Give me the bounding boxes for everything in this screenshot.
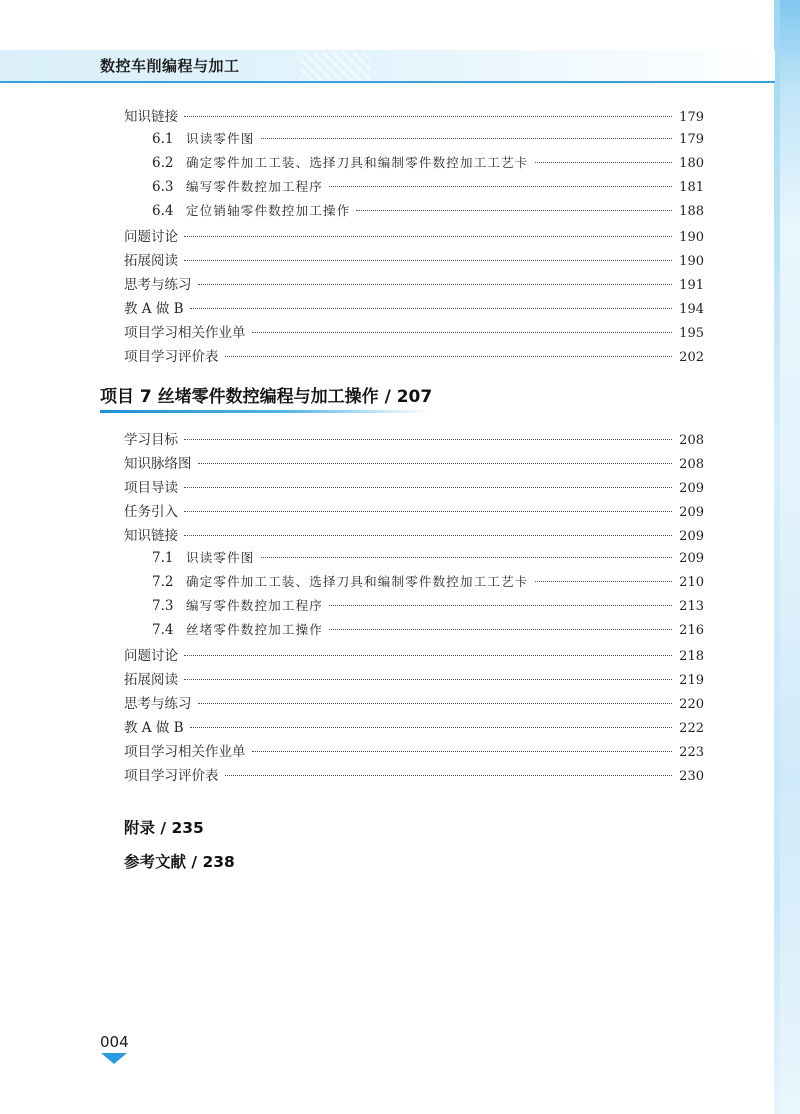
toc-leader-dots: [535, 581, 672, 582]
toc-entry-number: 6.2: [152, 155, 174, 171]
toc-entry-page: 209: [679, 529, 704, 544]
toc-entry-label: 定位销轴零件数控加工操作: [186, 203, 351, 218]
toc-entry-page: 188: [679, 204, 704, 219]
toc-entry-page: 181: [679, 180, 704, 195]
toc-entry-page: 223: [679, 745, 704, 760]
toc-entry-number: 6.1: [152, 131, 174, 147]
toc-entry-number: 7.1: [152, 550, 174, 566]
toc-entry-label: 拓展阅读: [124, 672, 178, 688]
toc-entry[interactable]: [152, 129, 704, 151]
toc-entry-label: 知识脉络图: [124, 456, 192, 472]
toc-entry-page: 219: [679, 673, 704, 688]
page-number: 004: [100, 1033, 129, 1051]
toc-entry-number: 6.4: [152, 203, 174, 219]
toc-entry-page: 190: [679, 230, 704, 245]
toc-entry-page: 202: [679, 350, 704, 365]
toc-entry[interactable]: [124, 740, 704, 762]
toc-entry[interactable]: [152, 177, 704, 199]
header-decoration: [300, 52, 370, 80]
toc-leader-dots: [184, 511, 672, 512]
references-entry: 参考文献 / 238: [124, 853, 235, 871]
toc-leader-dots: [261, 138, 672, 139]
toc-entry-label: 项目学习相关作业单: [124, 744, 246, 760]
toc-leader-dots: [184, 439, 672, 440]
toc-entry[interactable]: [152, 596, 704, 618]
toc-entry-page: 195: [679, 326, 704, 341]
toc-entry[interactable]: [124, 716, 704, 738]
toc-entry-label: 识读零件图: [186, 131, 255, 146]
toc-entry[interactable]: [152, 153, 704, 175]
toc-entry-label: 编写零件数控加工程序: [186, 179, 324, 194]
toc-entry-page: 209: [679, 551, 704, 566]
toc-leader-dots: [184, 487, 672, 488]
toc-entry[interactable]: [124, 249, 704, 271]
toc-entry[interactable]: [124, 452, 704, 474]
toc-leader-dots: [198, 284, 673, 285]
toc-entry-number: 6.3: [152, 179, 174, 195]
toc-entry-page: 191: [679, 278, 704, 293]
toc-entry[interactable]: [124, 297, 704, 319]
toc-entry[interactable]: [124, 500, 704, 522]
toc-entry-label: 项目学习评价表: [124, 349, 219, 365]
toc-leader-dots: [225, 356, 673, 357]
toc-leader-dots: [184, 116, 672, 117]
toc-entry-label: 项目导读: [124, 480, 178, 496]
toc-entry[interactable]: [152, 572, 704, 594]
toc-leader-dots: [198, 703, 673, 704]
running-header-title: 数控车削编程与加工: [100, 57, 240, 75]
toc-entry[interactable]: [124, 225, 704, 247]
toc-entry-number: 7.4: [152, 622, 174, 638]
toc-leader-dots: [329, 186, 672, 187]
toc-entry[interactable]: [124, 273, 704, 295]
toc-entry[interactable]: [152, 548, 704, 570]
toc-entry[interactable]: [124, 105, 704, 127]
toc-leader-dots: [329, 605, 672, 606]
toc-entry-page: 208: [679, 433, 704, 448]
toc-entry-label: 教 A 做 B: [124, 301, 184, 317]
toc-leader-dots: [252, 751, 673, 752]
toc-leader-dots: [535, 162, 672, 163]
toc-entry-page: 216: [679, 623, 704, 638]
toc-entry-label: 知识链接: [124, 528, 178, 544]
toc-leader-dots: [184, 260, 672, 261]
toc-entry-label: 拓展阅读: [124, 253, 178, 269]
toc-entry-label: 确定零件加工工装、选择刀具和编制零件数控加工工艺卡: [186, 574, 529, 589]
toc-entry-page: 180: [679, 156, 704, 171]
toc-leader-dots: [198, 463, 673, 464]
toc-leader-dots: [184, 535, 672, 536]
toc-entry-label: 项目学习相关作业单: [124, 325, 246, 341]
toc-entry[interactable]: [124, 476, 704, 498]
toc-leader-dots: [190, 727, 672, 728]
chapter-heading: 项目 7 丝堵零件数控编程与加工操作 / 207: [100, 387, 433, 407]
toc-entry[interactable]: [124, 524, 704, 546]
toc-entry-label: 任务引入: [124, 504, 178, 520]
toc-entry-page: 213: [679, 599, 704, 614]
toc-leader-dots: [190, 308, 672, 309]
toc-entry-page: 210: [679, 575, 704, 590]
toc-entry[interactable]: [124, 692, 704, 714]
toc-entry-page: 220: [679, 697, 704, 712]
toc-entry[interactable]: [124, 764, 704, 786]
appendix-entry: 附录 / 235: [124, 819, 204, 837]
toc-entry-label: 丝堵零件数控加工操作: [186, 622, 324, 637]
toc-entry-label: 问题讨论: [124, 648, 178, 664]
toc-entry-label: 确定零件加工工装、选择刀具和编制零件数控加工工艺卡: [186, 155, 529, 170]
header-rule: [0, 81, 775, 83]
toc-entry[interactable]: [124, 644, 704, 666]
toc-entry-page: 190: [679, 254, 704, 269]
toc-leader-dots: [225, 775, 673, 776]
toc-entry-page: 230: [679, 769, 704, 784]
toc-entry-page: 179: [679, 132, 704, 147]
toc-entry-page: 209: [679, 505, 704, 520]
toc-entry-label: 知识链接: [124, 109, 178, 125]
toc-leader-dots: [184, 655, 672, 656]
toc-entry-number: 7.2: [152, 574, 174, 590]
toc-entry-label: 识读零件图: [186, 550, 255, 565]
toc-entry[interactable]: [152, 620, 704, 642]
toc-entry-label: 思考与练习: [124, 277, 192, 293]
toc-leader-dots: [184, 679, 672, 680]
toc-entry[interactable]: [124, 428, 704, 450]
toc-entry[interactable]: [124, 345, 704, 367]
toc-entry[interactable]: [152, 201, 704, 223]
toc-entry-label: 思考与练习: [124, 696, 192, 712]
toc-entry-page: 194: [679, 302, 704, 317]
toc-entry-label: 编写零件数控加工程序: [186, 598, 324, 613]
toc-entry-number: 7.3: [152, 598, 174, 614]
toc-leader-dots: [356, 210, 672, 211]
toc-entry-label: 学习目标: [124, 432, 178, 448]
toc-leader-dots: [261, 557, 672, 558]
page-marker-triangle-icon: [101, 1053, 127, 1064]
toc-entry-label: 问题讨论: [124, 229, 178, 245]
toc-entry[interactable]: [124, 668, 704, 690]
toc-leader-dots: [252, 332, 673, 333]
toc-entry-page: 179: [679, 110, 704, 125]
toc-entry[interactable]: [124, 321, 704, 343]
chapter-underline: [100, 410, 430, 413]
toc-entry-label: 项目学习评价表: [124, 768, 219, 784]
toc-entry-label: 教 A 做 B: [124, 720, 184, 736]
toc-entry-page: 222: [679, 721, 704, 736]
toc-leader-dots: [329, 629, 672, 630]
toc-entry-page: 218: [679, 649, 704, 664]
toc-entry-page: 208: [679, 457, 704, 472]
decorative-side-strip: [774, 0, 800, 1114]
toc-leader-dots: [184, 236, 672, 237]
toc-entry-page: 209: [679, 481, 704, 496]
